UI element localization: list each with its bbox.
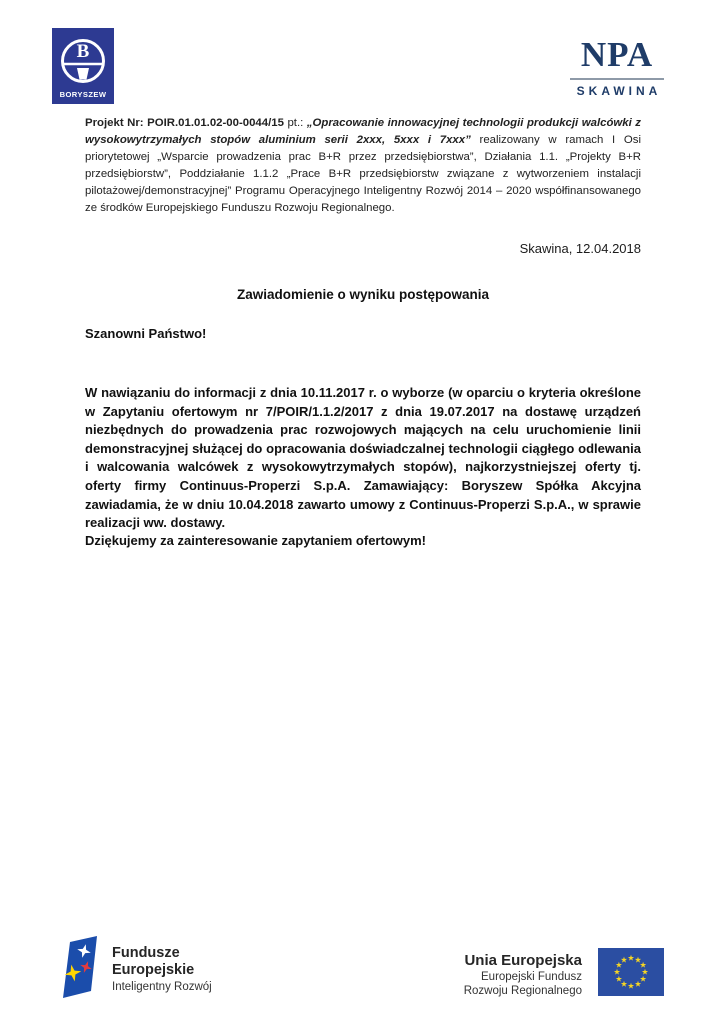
project-number: Projekt Nr: POIR.01.01.02-00-0044/15 [85,117,284,130]
eu-subtitle-line2: Rozwoju Regionalnego [463,984,582,997]
fe-logo-text [112,936,212,993]
npa-wordmark: NPA [580,35,654,74]
closing-line: Dziękujemy za zainteresowanie zapytaniem ofertowym! [85,533,426,548]
fundusze-europejskie-logo [63,936,212,998]
body-paragraph: W nawiązaniu do informacji z dnia 10.11.2017 r. o wyborze (w oparciu o kryteria określone w Zapytaniu ofertowym nr 7/POIR/1.1.2/2017 z dnia 19.07.2017 na dostawę urządzeń niezbędnych do prowadzenia prac rozwojowych mających na celu uruchomienie linii demonstracyjnej służącej do opracowania doświadczalnej technologii ciągłego odlewania i walcowania walcówek z wysokowytrzymałych stopów), najkorzystniejszej oferty tj. oferty firmy Continuus-Properzi S.p.A. Zamawiający: Boryszew Spółka Akcyjna zawiadamia, że w dniu 10.04.2018 zawarto umowy z Continuus-Properzi S.p.A., w sprawie realizacji ww. dostawy. [85,385,641,531]
eu-title: Unia Europejska [464,952,582,969]
unia-europejska-logo [464,948,664,998]
boryszew-logo [52,28,114,104]
boryszew-logo-letter: B [76,41,90,62]
project-pt-label: pt.: [283,117,307,130]
fe-title-line1: Fundusze [112,945,180,961]
eu-logo-text [464,948,582,998]
date-line: Skawina, 12.04.2018 [519,241,641,256]
npa-skawina-logo [570,36,664,98]
npa-subtitle: SKAWINA [576,84,662,98]
npa-divider [570,78,664,80]
project-intro-rest: realizowany w ramach I Osi priorytetowej „Wsparcie prowadzenia prac B+R przez przedsiębiorstwa”, Działania 1.1. „Projekty B+R przedsiębiorstw”, Poddziałanie 1.1.2 „Prace B+R przedsiębiorstw związane z wytworzeniem instalacji pilotażowej/demonstracyjnej” Programu Operacyjnego Inteligentny Rozwój 2014 – 2020 współfinansowanego ze środków Europejskiego Funduszu Rozwoju Regionalnego. [85,134,642,215]
eu-subtitle-line1: Europejski Fundusz [481,971,582,983]
fe-title-line2: Europejskie [112,961,195,978]
eu-flag-icon [598,948,664,996]
salutation: Szanowni Państwo! [85,326,207,341]
project-intro-paragraph [85,115,641,217]
subject-title: Zawiadomienie o wyniku postępowania [236,287,490,302]
fe-flag-shape [63,936,97,998]
boryszew-logo-wordmark: BORYSZEW [59,90,107,99]
fe-flag-icon [63,936,97,998]
project-title: „Opracowanie innowacyjnej technologii produkcji walcówki z wysokowytrzymałych stopów aluminium serii 2xxx, 5xxx i 7xxx” [85,117,641,147]
fe-subtitle: Inteligentny Rozwój [112,981,212,993]
